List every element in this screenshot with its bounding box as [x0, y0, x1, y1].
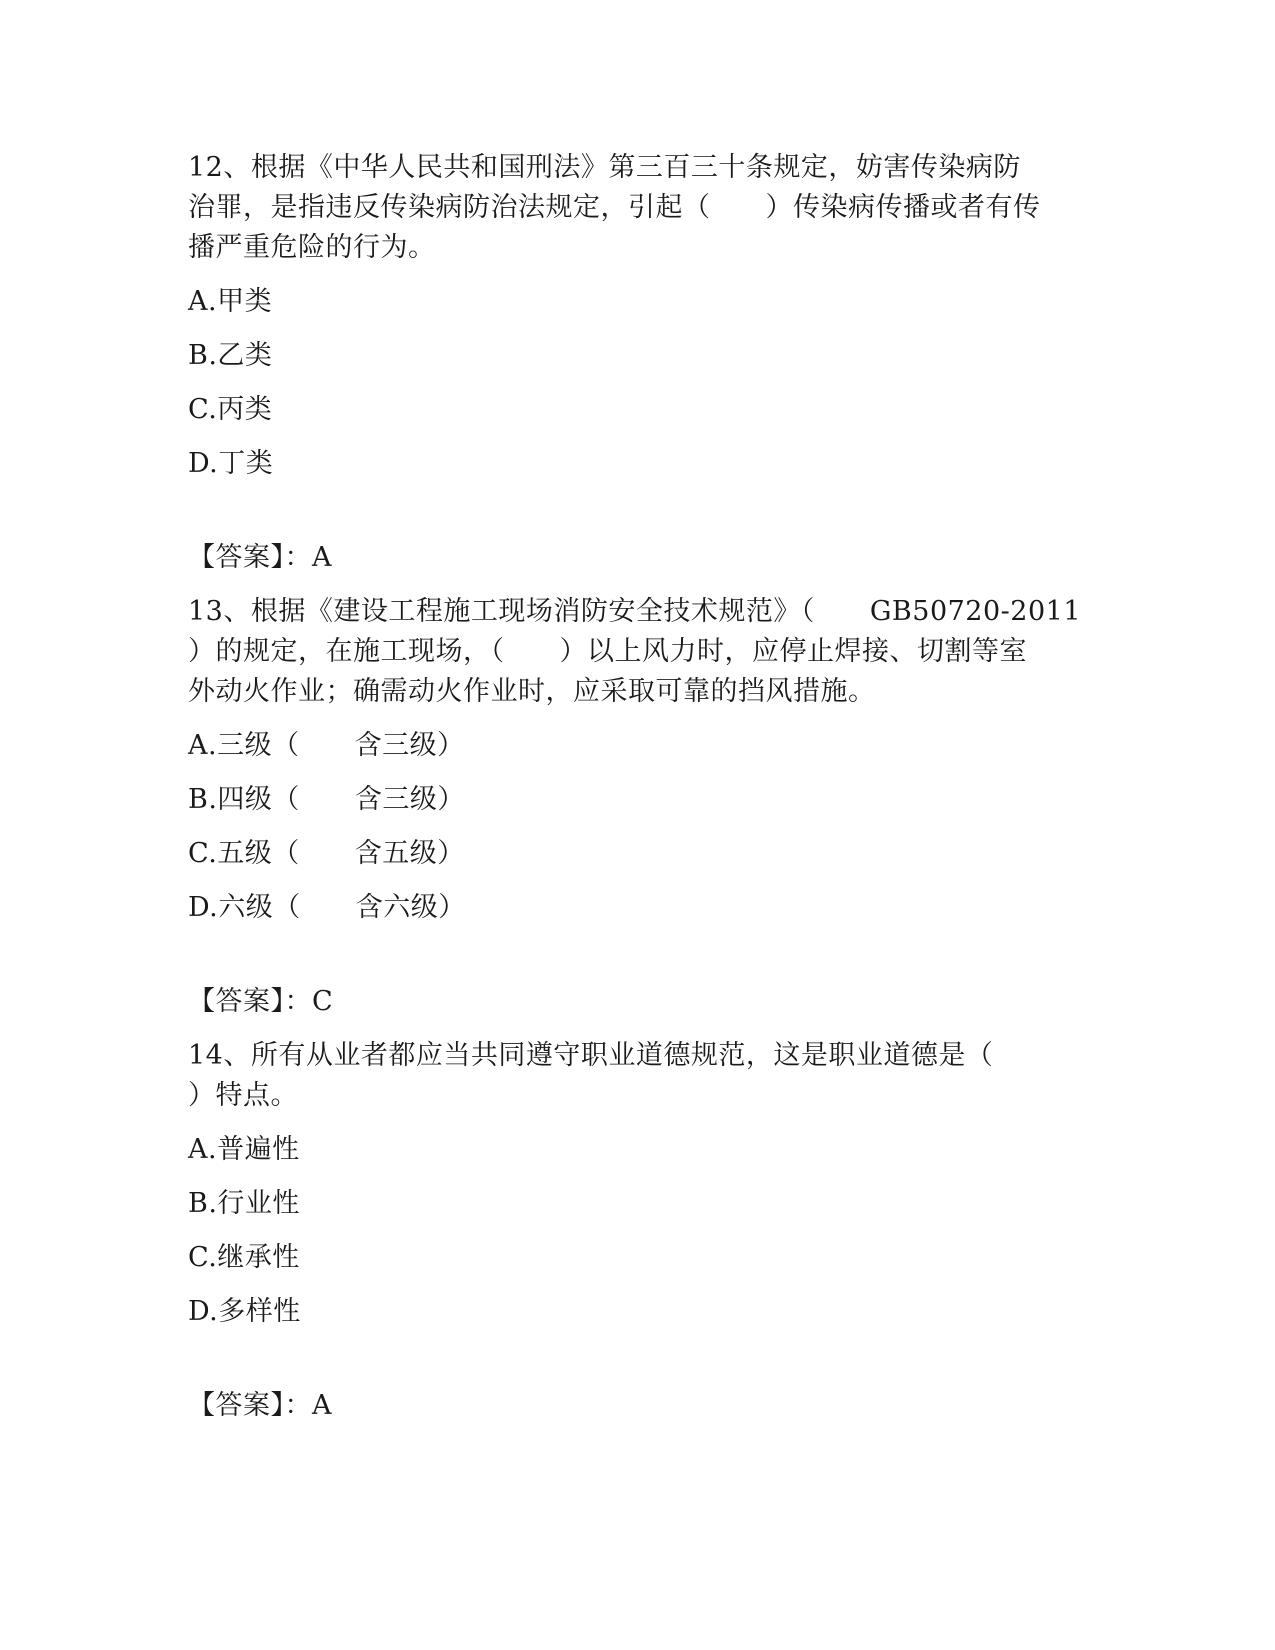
question-12-option-a: A.甲类 [188, 286, 273, 317]
question-13-option-a: A.三级（ 含三级） [188, 730, 465, 761]
question-14-option-c: C.继承性 [188, 1242, 300, 1273]
question-14-option-b: B.行业性 [188, 1188, 300, 1219]
question-12-option-c: C.丙类 [188, 394, 273, 425]
question-13-option-c: C.五级（ 含五级） [188, 838, 465, 869]
question-12-option-b: B.乙类 [188, 340, 273, 371]
question-13-answer: 【答案】：C [188, 986, 334, 1017]
question-13-stem-line-3: 外动火作业；确需动火作业时，应采取可靠的挡风措施。 [188, 676, 876, 707]
question-12-stem-line-1: 12、根据《中华人民共和国刑法》第三百三十条规定，妨害传染病防 [188, 152, 1021, 183]
question-14-option-d: D.多样性 [188, 1296, 301, 1327]
question-13-option-d: D.六级（ 含六级） [188, 892, 466, 923]
question-13-option-b: B.四级（ 含三级） [188, 784, 465, 815]
question-14-answer: 【答案】：A [188, 1390, 332, 1421]
question-14-option-a: A.普遍性 [188, 1134, 300, 1165]
question-13-stem-line-2: ）的规定，在施工现场，（ ）以上风力时，应停止焊接、切割等室 [188, 636, 1027, 667]
question-12-answer: 【答案】：A [188, 542, 332, 573]
question-12-option-d: D.丁类 [188, 448, 274, 479]
question-14-stem-line-2: ）特点。 [188, 1080, 298, 1111]
question-14-stem-line-1: 14、所有从业者都应当共同遵守职业道德规范，这是职业道德是（ [188, 1040, 994, 1071]
question-12-stem-line-2: 治罪，是指违反传染病防治法规定，引起（ ）传染病传播或者有传 [188, 192, 1041, 223]
question-13-stem-line-1: 13、根据《建设工程施工现场消防安全技术规范》（ GB50720-2011 [188, 596, 1081, 627]
question-12-stem-line-3: 播严重危险的行为。 [188, 232, 436, 263]
